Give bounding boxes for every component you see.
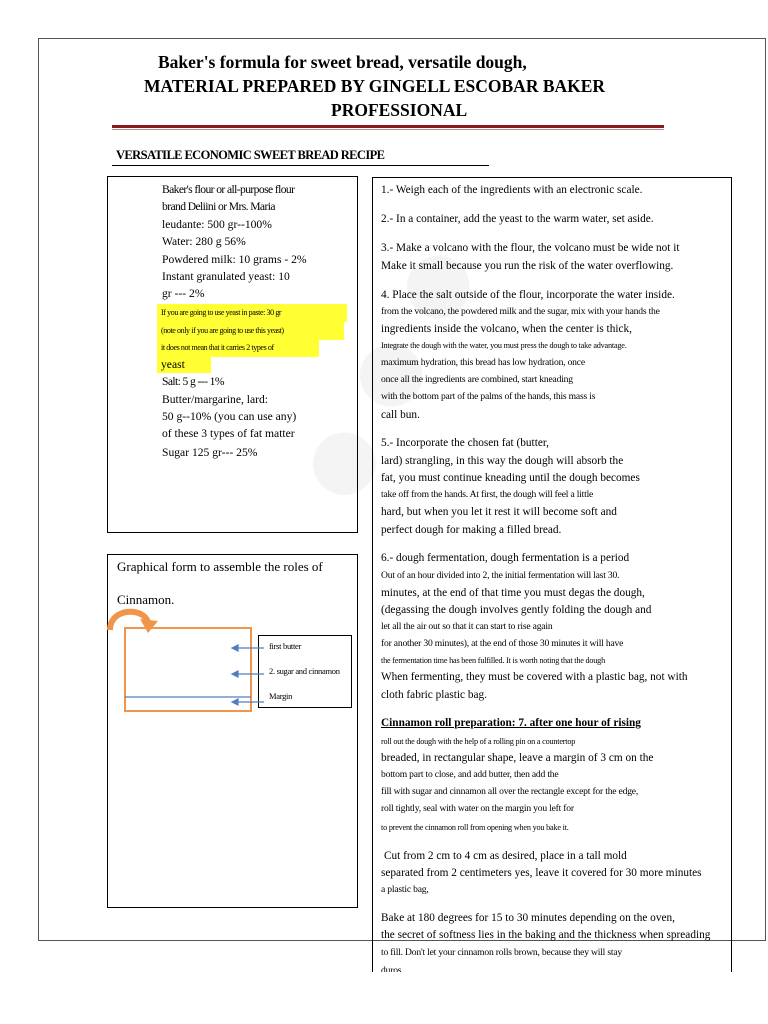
step-6-line-4: (degassing the dough involves gently folding the dough and bbox=[381, 604, 652, 616]
highlight-yeast-types: it does not mean that it carries 2 types of bbox=[157, 339, 319, 357]
cinnamon-line-2: breaded, in rectangular shape, leave a margin of 3 cm on the bbox=[381, 752, 654, 764]
graphic-title-1: Graphical form to assemble the roles of bbox=[117, 559, 323, 574]
ingredient-flour-3: leudante: 500 gr--100% bbox=[162, 218, 272, 231]
step-4-line-4: Integrate the dough with the water, you must press the dough to take advantage. bbox=[381, 341, 627, 350]
cinnamon-line-5: roll tightly, seal with water on the margin you left for bbox=[381, 803, 574, 814]
cut-line-2: separated from 2 centimeters yes, leave it covered for 30 more minutes bbox=[381, 867, 702, 879]
step-3-line-1: 3.- Make a volcano with the flour, the volcano must be wide not it bbox=[381, 242, 680, 254]
step-6-line-1: 6.- dough fermentation, dough fermentation is a period bbox=[381, 552, 630, 564]
step-1: 1.- Weigh each of the ingredients with an electronic scale. bbox=[381, 184, 643, 196]
step-5-line-6: perfect dough for making a filled bread. bbox=[381, 524, 562, 536]
roll-arrowhead-icon bbox=[140, 619, 158, 633]
title-rule-thin bbox=[112, 129, 664, 130]
step-5-line-3: fat, you must continue kneading until the dough becomes bbox=[381, 472, 640, 484]
step-4-line-5: maximum hydration, this bread has low hydration, once bbox=[381, 357, 585, 368]
cinnamon-line-4: fill with sugar and cinnamon all over the rectangle except for the edge, bbox=[381, 786, 639, 797]
bake-line-2: the secret of softness lies in the baking and the thickness when spreading bbox=[381, 929, 711, 941]
step-3-line-2: Make it small because you run the risk of the water overflowing. bbox=[381, 260, 674, 272]
ingredient-yeast-1: Instant granulated yeast: 10 bbox=[162, 270, 290, 283]
bake-line-1: Bake at 180 degrees for 15 to 30 minutes depending on the oven, bbox=[381, 912, 675, 924]
cinnamon-line-3: bottom part to close, and add butter, then add the bbox=[381, 769, 559, 780]
legend-first-butter: first butter bbox=[269, 641, 302, 651]
legend-sugar-cinnamon: 2. sugar and cinnamon bbox=[269, 666, 340, 676]
cinnamon-heading: Cinnamon roll preparation: 7. after one hour of rising bbox=[381, 717, 641, 729]
step-4-line-3: ingredients inside the volcano, when the center is thick, bbox=[381, 323, 632, 335]
highlight-yeast-word: yeast bbox=[157, 357, 211, 373]
ingredient-fat-1: Butter/margarine, lard: bbox=[162, 393, 269, 406]
step-4-line-1: 4. Place the salt outside of the flour, incorporate the water inside. bbox=[381, 289, 675, 301]
legend-margin: Margin bbox=[269, 691, 293, 701]
ingredient-flour-2: brand Deliini or Mrs. Maria bbox=[162, 200, 275, 213]
ingredient-sugar: Sugar 125 gr--- 25% bbox=[162, 446, 258, 459]
ingredient-flour-1: Baker's flour or all-purpose flour bbox=[162, 183, 295, 196]
recipe-heading: VERSATILE ECONOMIC SWEET BREAD RECIPE bbox=[116, 148, 385, 162]
cinnamon-line-1: roll out the dough with the help of a rolling pin on a countertop bbox=[381, 737, 576, 746]
step-5-line-4: take off from the hands. At first, the dough will feel a little bbox=[381, 489, 594, 500]
step-2: 2.- In a container, add the yeast to the warm water, set aside. bbox=[381, 213, 654, 225]
cut-line-3: a plastic bag, bbox=[381, 884, 429, 895]
arrow-left-icon bbox=[232, 699, 238, 705]
step-5-line-5: hard, but when you let it rest it will become soft and bbox=[381, 506, 617, 518]
step-4-line-8: call bun. bbox=[381, 409, 420, 421]
ingredient-salt: Salt: 5 g --- 1% bbox=[162, 375, 224, 388]
bake-line-4: duros bbox=[381, 965, 402, 972]
recipe-heading-underline bbox=[112, 165, 489, 166]
step-6-line-2: Out of an hour divided into 2, the initial fermentation will last 30. bbox=[381, 570, 620, 581]
ingredient-fat-2: 50 g--10% (you can use any) bbox=[162, 410, 297, 423]
step-4-line-2: from the volcano, the powdered milk and the sugar, mix with your hands the bbox=[381, 306, 660, 317]
ingredient-fat-3: of these 3 types of fat matter bbox=[162, 427, 295, 440]
step-6-line-7: the fermentation time has been fulfilled. It is worth noting that the dough bbox=[381, 656, 605, 665]
cinnamon-line-6: to prevent the cinnamon roll from opening when you bake it. bbox=[381, 823, 569, 832]
legend-arrows bbox=[228, 640, 264, 708]
step-6-line-5: let all the air out so that it can start to rise again bbox=[381, 621, 553, 632]
arrow-left-icon bbox=[232, 671, 238, 677]
step-6-line-8: When fermenting, they must be covered with a plastic bag, not with bbox=[381, 671, 688, 683]
highlight-yeast-note: (note only if you are going to use this yeast) bbox=[157, 322, 344, 340]
ingredient-water: Water: 280 g 56% bbox=[162, 235, 246, 248]
graphic-title-2: Cinnamon. bbox=[117, 592, 175, 607]
step-6-line-3: minutes, at the end of that time you must degas the dough, bbox=[381, 587, 645, 599]
step-5-line-2: lard) strangling, in this way the dough will absorb the bbox=[381, 455, 624, 467]
arrow-left-icon bbox=[232, 645, 238, 651]
step-6-line-6: for another 30 minutes), at the end of those 30 minutes it will have bbox=[381, 638, 624, 649]
step-4-line-6: once all the ingredients are combined, start kneading bbox=[381, 374, 573, 385]
title-line-2: MATERIAL PREPARED BY GINGELL ESCOBAR BAKER bbox=[144, 76, 606, 96]
cut-line-1: Cut from 2 cm to 4 cm as desired, place in a tall mold bbox=[384, 850, 627, 862]
bake-line-3: to fill. Don't let your cinnamon rolls brown, because they will stay bbox=[381, 947, 622, 958]
ingredient-milk: Powdered milk: 10 grams - 2% bbox=[162, 253, 307, 266]
title-line-3: PROFESSIONAL bbox=[331, 100, 468, 120]
ingredient-yeast-2: gr --- 2% bbox=[162, 287, 205, 300]
step-5-line-1: 5.- Incorporate the chosen fat (butter, bbox=[381, 437, 549, 449]
title-line-1: Baker's formula for sweet bread, versatile dough, bbox=[158, 52, 527, 72]
title-rule bbox=[112, 125, 664, 128]
step-4-line-7: with the bottom part of the palms of the hands, this mass is bbox=[381, 391, 596, 402]
step-6-line-9: cloth fabric plastic bag. bbox=[381, 689, 488, 701]
highlight-yeast-paste: If you are going to use yeast in paste: 30 gr bbox=[157, 304, 347, 322]
